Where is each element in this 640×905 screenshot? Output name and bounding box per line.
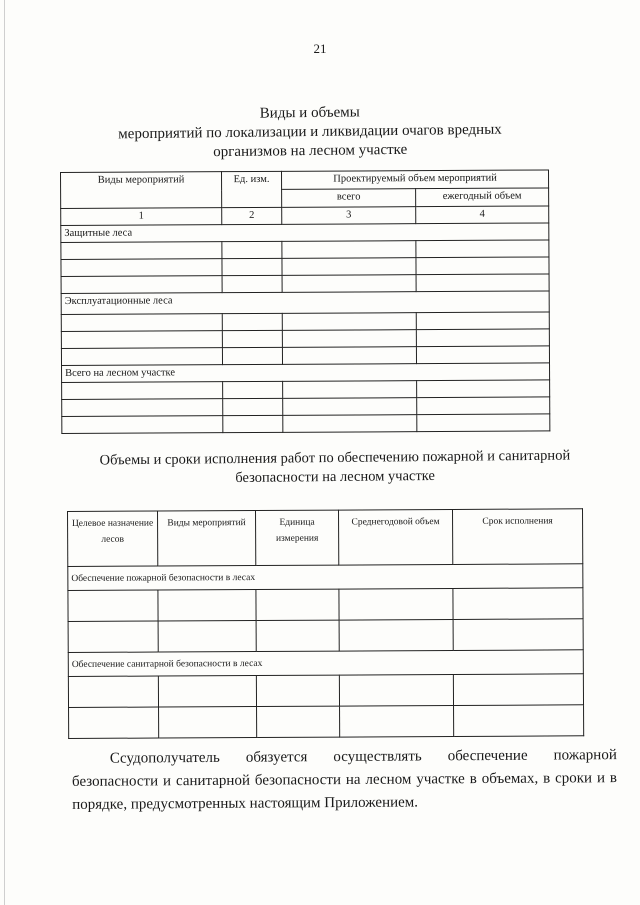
table-row [62,414,550,434]
header-annual: ежегодный объем [416,188,549,207]
table-row [68,619,583,653]
section-row: Защитные леса [61,223,549,243]
header-projected: Проектируемый объем мероприятий [281,170,548,189]
table1-title-line: Виды и объемы [259,104,360,122]
closing-paragraph [72,744,617,817]
header-avg-volume: Среднегодовой объем [338,509,452,565]
table1-title [100,101,521,163]
page-edge [4,0,5,905]
table-row [68,674,583,708]
header-unit: Ед. изм. [222,171,282,207]
col-number: 3 [282,207,416,225]
col-number: 1 [61,208,222,226]
header-deadline: Срок исполнения [452,509,582,565]
section-row: Обеспечение санитарной безопасности в лесах [68,650,583,677]
safety-table [67,508,584,739]
table-row [68,588,583,622]
table2-title-line: безопасности на лесном участке [235,467,435,487]
table2-title [60,446,610,490]
section-row: Всего на лесном участке [62,363,550,383]
header-types: Виды мероприятий [61,172,222,209]
page-number: 21 [313,41,327,56]
header-types: Виды мероприятий [158,511,256,567]
measures-table [60,169,550,434]
header-purpose: Целевое назначение лесов [68,511,158,566]
table1-title-line: мероприятий по локализации и ликвидации очагов вредных [118,121,502,143]
section-row: Эксплуатационные леса [61,291,549,315]
col-number: 4 [416,206,549,224]
table1-title-line: организмов на лесном участке [213,141,408,161]
section-row: Обеспечение пожарной безопасности в лесах [68,564,583,591]
header-total: всего [282,189,416,208]
closing-text: Ссудополучатель обязуется осуществлять обеспечение пожарной безопасности и санитарной безопасности на лесном участке в объемах, в сроки и в порядке, предусмотренных настоящим Приложением. [71,747,618,813]
header-unit: Единица измерения [256,510,339,565]
table2-title-line: Объемы и сроки исполнения работ по обеспечению пожарной и санитарной [99,447,571,469]
table-row [69,705,584,739]
col-number: 2 [222,207,282,224]
